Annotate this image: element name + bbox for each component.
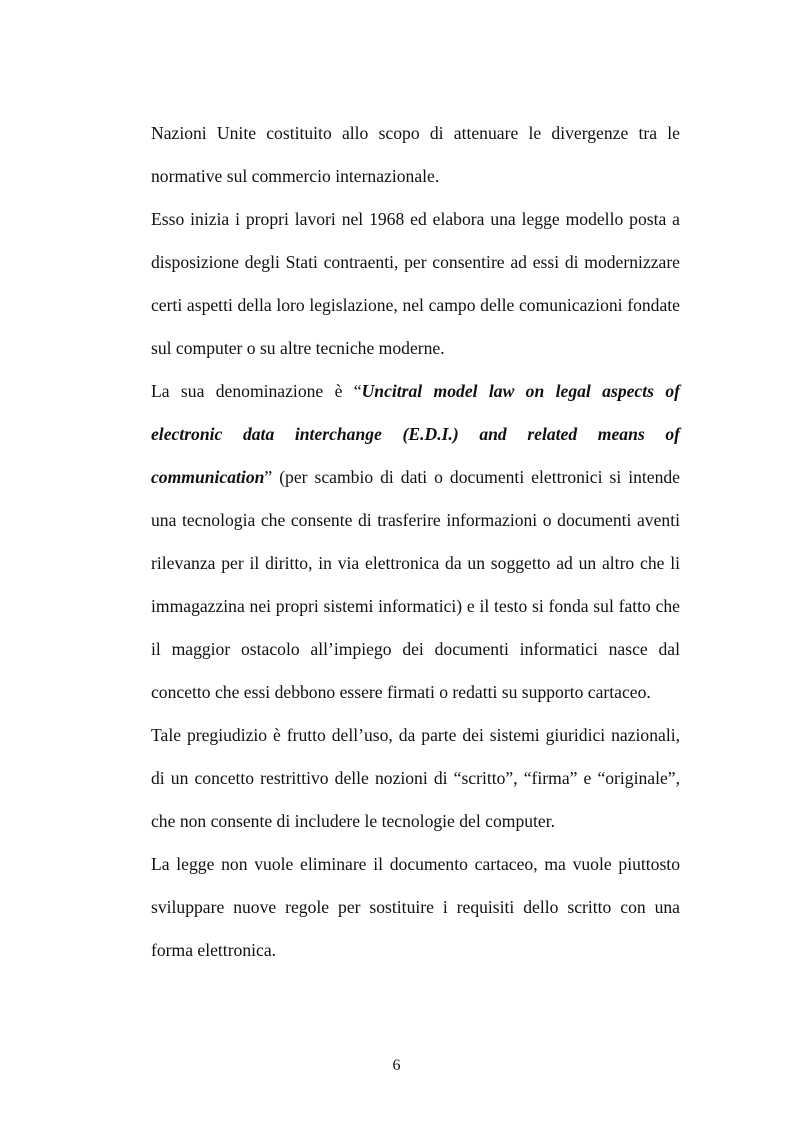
body-text	[151, 112, 680, 972]
paragraph-model-law: Esso inizia i propri lavori nel 1968 ed elabora una legge modello posta a disposizione degli Stati contraenti, per consentire ad essi di modernizzare certi aspetti della loro legislazione, nel campo delle comunicazioni fondate sul computer o su altre tecniche moderne.	[151, 209, 680, 358]
page-number: 6	[392, 1057, 401, 1074]
paragraph-uncitral-intro: Nazioni Unite costituito allo scopo di attenuare le divergenze tra le normative sul commercio internazionale.	[151, 123, 680, 186]
paragraph-electronic-form: La legge non vuole eliminare il documento cartaceo, ma vuole piuttosto sviluppare nuove regole per sostituire i requisiti dello scritto con una forma elettronica.	[151, 854, 680, 960]
denomination-lead: La sua denominazione è “	[151, 381, 362, 401]
denomination-rest: ” (per scambio di dati o documenti elettronici si intende una tecnologia che consente di trasferire informazioni o documenti aventi rilevanza per il diritto, in via elettronica da un soggetto ad un altro che li immagazzina nei propri sistemi informatici) e il testo si fonda sul fatto che il maggior ostacolo all’impiego dei documenti informatici nasce dal concetto che essi debbono essere firmati o redatti su supporto cartaceo.	[151, 467, 680, 702]
paragraph-prejudice: Tale pregiudizio è frutto dell’uso, da parte dei sistemi giuridici nazionali, di un concetto restrittivo delle nozioni di “scritto”, “firma” e “originale”, che non consente di includere le tecnologie del computer.	[151, 725, 680, 831]
law-title-emphasis: Uncitral model law on legal aspects of electronic data interchange (E.D.I.) and related means of communication	[151, 381, 680, 487]
paragraph-denomination	[151, 370, 680, 714]
